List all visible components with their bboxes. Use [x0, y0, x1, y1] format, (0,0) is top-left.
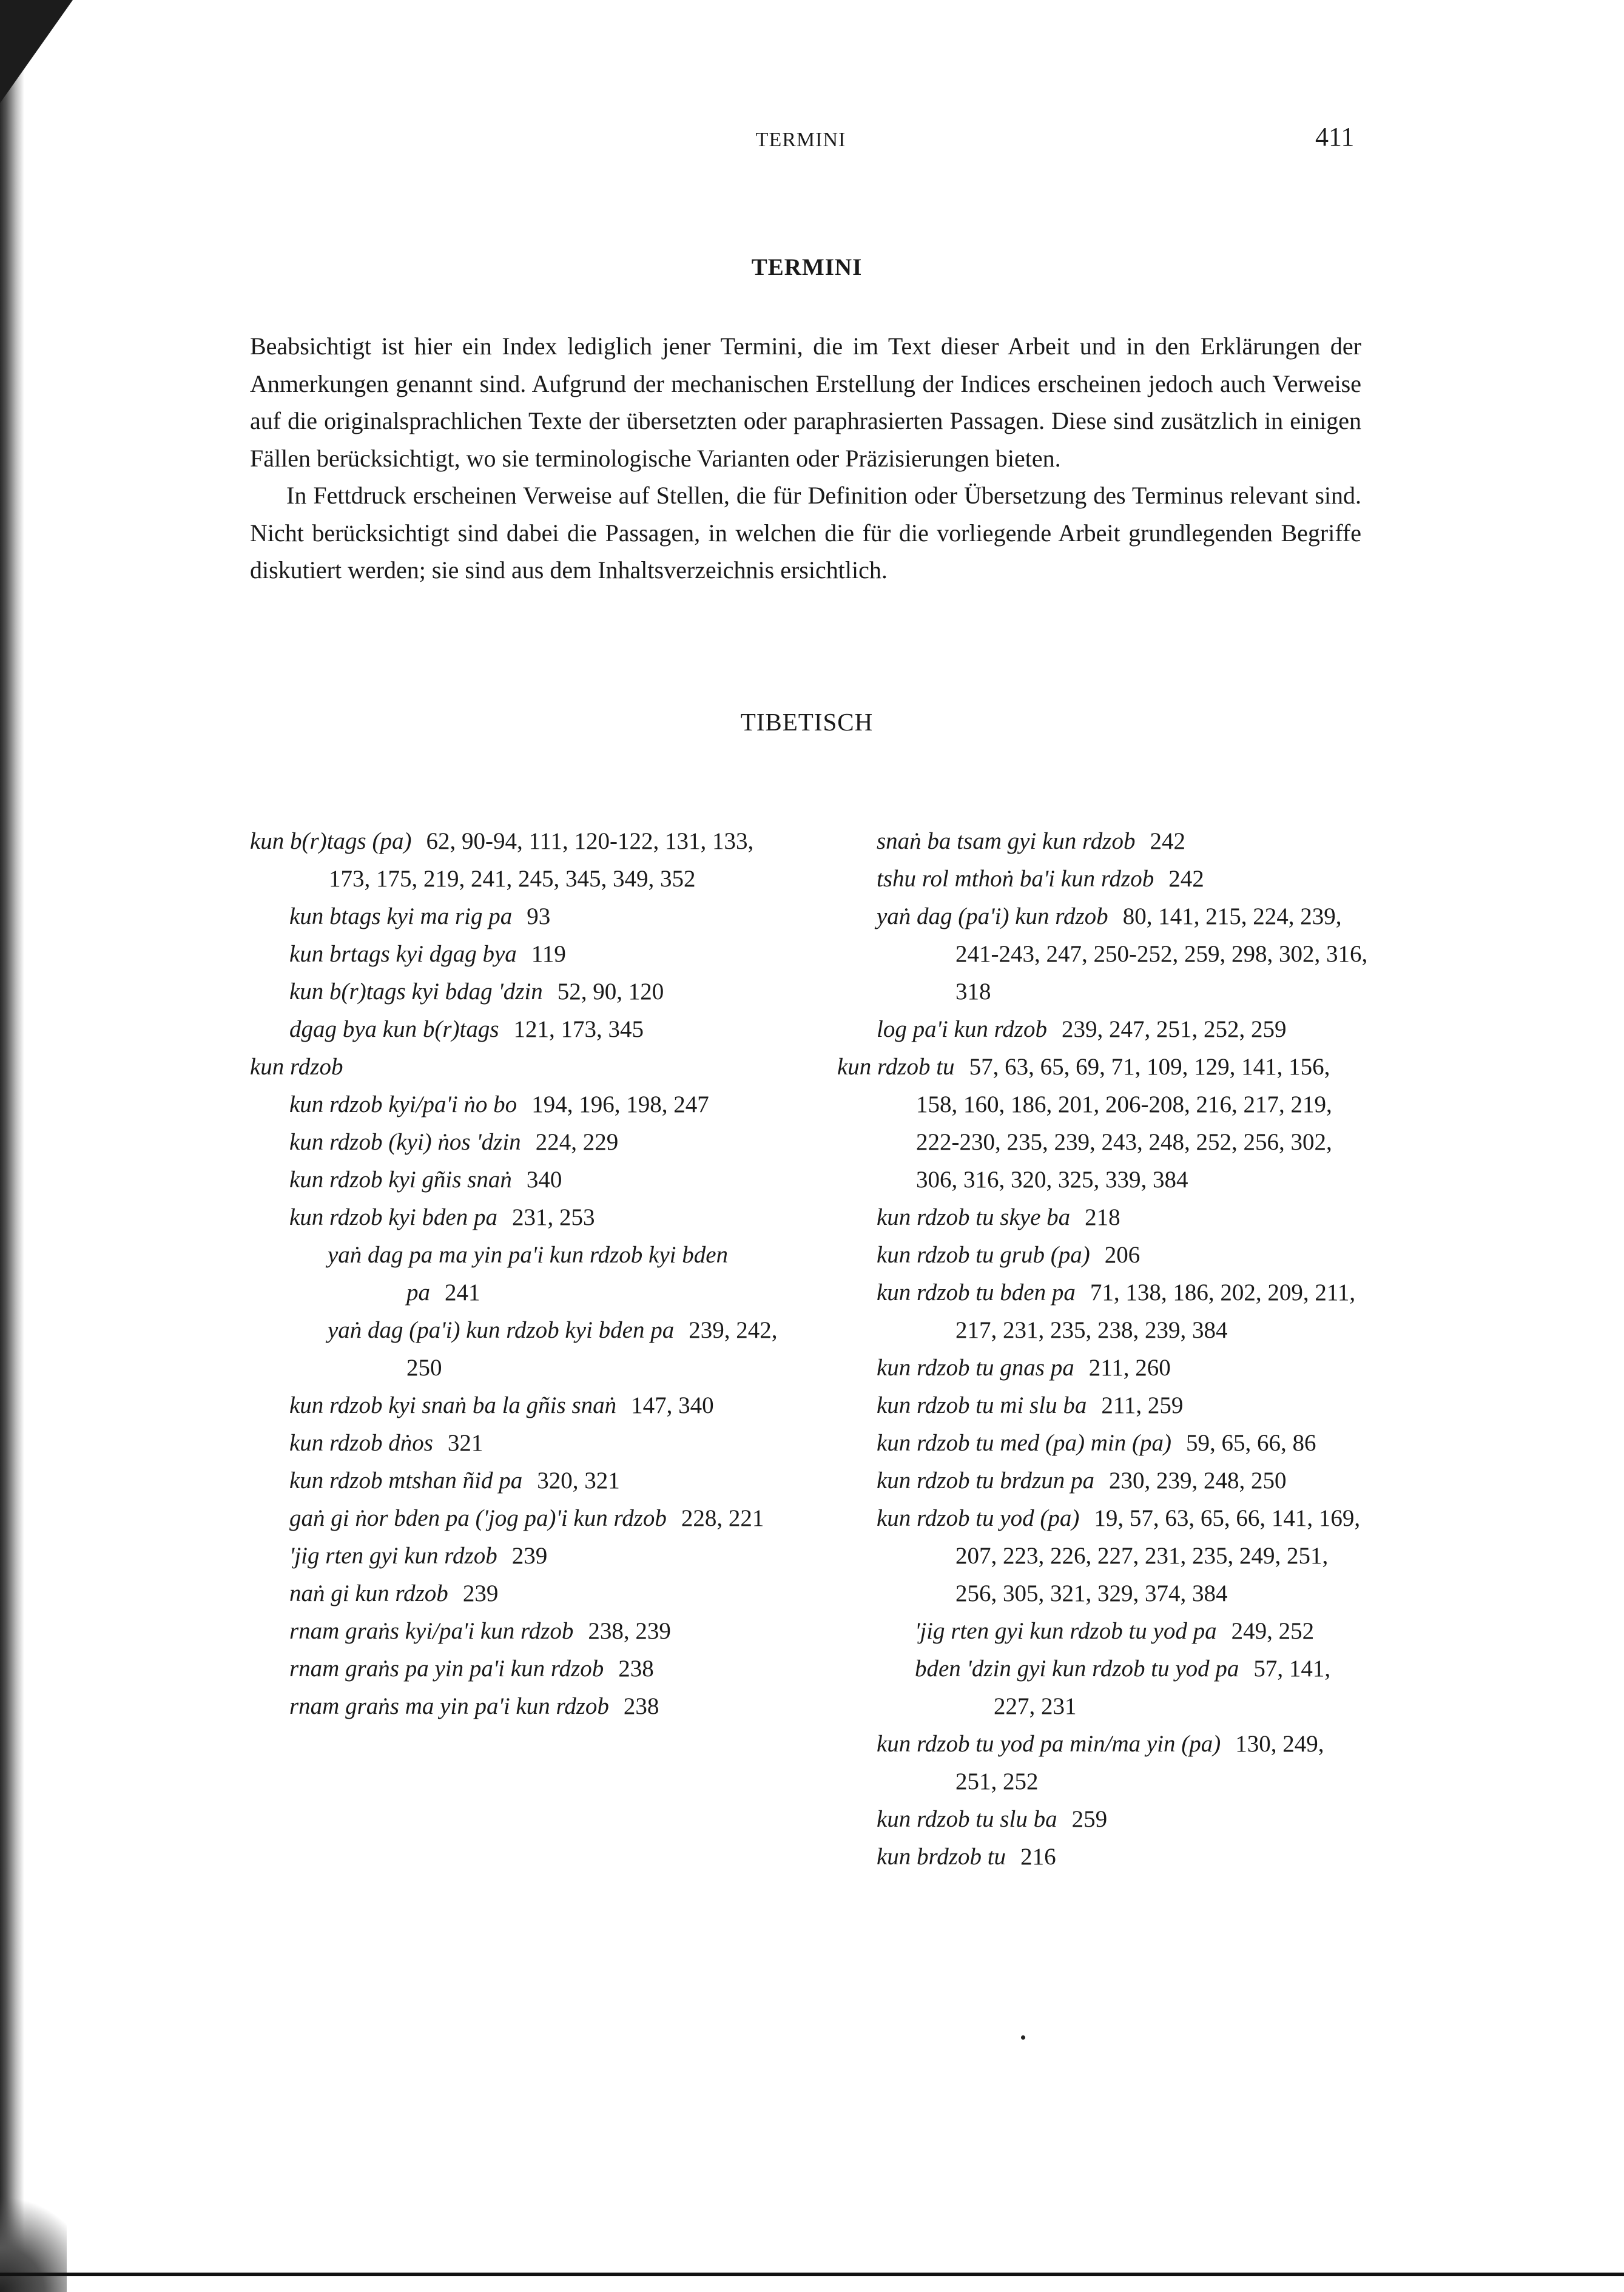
index-pages: 119	[531, 941, 566, 967]
index-pages: 242	[1168, 866, 1204, 892]
index-entry	[877, 1424, 1371, 1462]
index-entry	[877, 860, 1371, 898]
index-pages: 57, 141, 227, 231	[994, 1656, 1331, 1719]
index-pages: 231, 253	[511, 1204, 595, 1230]
index-entry	[289, 1387, 796, 1424]
intro-paragraph: Beabsichtigt ist hier ein Index lediglich jener Termini, die im Text dieser Arbeit und in den Erklärungen der Anmerkungen genannt sind. Aufgrund der mechanischen Erstellung der Indices erscheinen jedoch auch Verweise auf die originalsprachlichen Texte der übersetzten oder paraphrasierten Passagen. Diese sind zusätzlich in einigen Fällen berücksichtigt, wo sie terminologische Varianten oder Präzisierungen bieten.	[250, 332, 1361, 472]
index-pages: 80, 141, 215, 224, 239, 241-243, 247, 250-252, 259, 298, 302, 316, 318	[955, 903, 1368, 1005]
index-entry	[289, 1575, 796, 1613]
index-pages: 147, 340	[631, 1392, 714, 1418]
index-pages: 259	[1071, 1806, 1108, 1832]
index-pages: 211, 259	[1101, 1392, 1184, 1418]
index-pages: 239, 247, 251, 252, 259	[1061, 1016, 1287, 1042]
scan-corner-shadow-top	[0, 0, 73, 103]
index-entry	[289, 1124, 796, 1161]
index-entry	[289, 898, 796, 935]
running-head: TERMINI	[755, 129, 846, 151]
index-pages: 320, 321	[537, 1468, 620, 1494]
index-entry	[289, 1011, 796, 1048]
index-entry	[250, 823, 796, 898]
index-pages: 242	[1150, 828, 1185, 854]
index-term: rnam graṅs ma yin pa'i kun rdzob	[289, 1693, 609, 1719]
index-entry	[877, 898, 1371, 1011]
page-binding-shadow	[0, 0, 24, 2292]
index-pages: 218	[1085, 1204, 1120, 1230]
index-term: dgag bya kun b(r)tags	[289, 1016, 499, 1042]
index-column-left	[250, 823, 796, 1725]
index-term: gaṅ gi ṅor bden pa ('jog pa)'i kun rdzob	[289, 1505, 667, 1531]
index-pages: 228, 221	[681, 1505, 764, 1531]
intro-text	[250, 328, 1361, 589]
index-pages: 216	[1020, 1844, 1056, 1870]
index-term: kun btags kyi ma rig pa	[289, 903, 513, 929]
index-entry	[328, 1312, 796, 1387]
index-entry	[877, 1387, 1371, 1424]
index-entry	[915, 1613, 1371, 1650]
index-pages: 239	[462, 1580, 499, 1606]
index-term: kun rdzob dṅos	[289, 1430, 433, 1456]
index-term: kun rdzob kyi/pa'i ṅo bo	[289, 1091, 517, 1117]
index-entry	[289, 1688, 796, 1725]
index-term: kun rdzob tu yod pa min/ma yin (pa)	[877, 1731, 1221, 1757]
index-pages: 57, 63, 65, 69, 71, 109, 129, 141, 156, 158, 160, 186, 201, 206-208, 216, 217, 219, 222-230, 235, 239, 243, 248, 252, 256, 302, 306, 316, 320, 325, 339, 384	[916, 1054, 1332, 1193]
index-entry	[877, 1462, 1371, 1500]
index-pages: 321	[447, 1430, 483, 1456]
index-entry	[877, 1199, 1371, 1236]
index-pages: 239	[511, 1543, 548, 1569]
index-pages: 241	[445, 1279, 480, 1306]
index-term: kun rdzob tu gnas pa	[877, 1355, 1074, 1381]
index-pages: 239, 242, 250	[406, 1317, 778, 1381]
index-pages: 224, 229	[535, 1129, 619, 1155]
index-term: 'jig rten gyi kun rdzob	[289, 1543, 497, 1569]
index-term: kun rdzob tu med (pa) min (pa)	[877, 1430, 1171, 1456]
index-entry	[877, 1801, 1371, 1838]
index-column-right	[837, 823, 1371, 1876]
subsection-title: TIBETISCH	[740, 708, 874, 736]
index-entry	[877, 1236, 1371, 1274]
index-pages: 59, 65, 66, 86	[1185, 1430, 1316, 1456]
index-pages: 19, 57, 63, 65, 66, 141, 169, 207, 223, 226, 227, 231, 235, 249, 251, 256, 305, 321, 329, 374, 384	[955, 1505, 1361, 1606]
index-pages: 206	[1104, 1242, 1141, 1268]
index-entry	[877, 1349, 1371, 1387]
index-entry	[328, 1236, 796, 1312]
index-term: 'jig rten gyi kun rdzob tu yod pa	[915, 1618, 1217, 1644]
index-term: kun rdzob (kyi) ṅos 'dzin	[289, 1129, 521, 1155]
index-entry	[915, 1650, 1371, 1725]
index-term: kun rdzob tu	[837, 1054, 955, 1080]
index-entry	[289, 1537, 796, 1575]
index-term: yaṅ dag (pa'i) kun rdzob kyi bden pa	[328, 1317, 675, 1343]
index-term: bden 'dzin gyi kun rdzob tu yod pa	[915, 1656, 1239, 1682]
index-term: kun brdzob tu	[877, 1844, 1006, 1870]
index-term: kun rdzob tu mi slu ba	[877, 1392, 1087, 1418]
scan-bottom-edge	[0, 2273, 1624, 2276]
page-number: 411	[1315, 122, 1355, 152]
index-term: rnam graṅs pa yin pa'i kun rdzob	[289, 1656, 604, 1682]
index-pages: 238, 239	[588, 1618, 671, 1644]
index-entry	[877, 823, 1371, 860]
index-term: yaṅ dag (pa'i) kun rdzob	[877, 903, 1108, 929]
index-entry	[877, 1500, 1371, 1613]
index-pages: 249, 252	[1231, 1618, 1315, 1644]
index-term: kun brtags kyi dgag bya	[289, 941, 517, 967]
index-entry	[877, 1725, 1371, 1801]
index-pages: 130, 249, 251, 252	[955, 1731, 1324, 1795]
index-term: yaṅ dag pa ma yin pa'i kun rdzob kyi bden pa	[328, 1242, 729, 1306]
index-entry	[289, 1500, 796, 1537]
page-speck	[1021, 2035, 1025, 2040]
index-term: kun rdzob kyi bden pa	[289, 1204, 497, 1230]
index-entry	[250, 1048, 796, 1086]
index-term: kun rdzob mtshan ñid pa	[289, 1468, 523, 1494]
index-term: tshu rol mthoṅ ba'i kun rdzob	[877, 866, 1154, 892]
index-pages: 52, 90, 120	[557, 979, 664, 1005]
index-entry	[289, 1424, 796, 1462]
index-term: log pa'i kun rdzob	[877, 1016, 1047, 1042]
index-pages: 340	[526, 1167, 562, 1193]
intro-paragraph: In Fettdruck erscheinen Verweise auf Stellen, die für Definition oder Übersetzung des Terminus relevant sind. Nicht berücksichtigt sind dabei die Passagen, in welchen die für die vorliegende Arbeit grundlegenden Begriffe diskutiert werden; sie sind aus dem Inhaltsverzeichnis ersichtlich.	[250, 482, 1361, 584]
index-term: kun rdzob kyi gñis snaṅ	[289, 1167, 512, 1193]
index-entry	[289, 973, 796, 1011]
index-term: kun rdzob kyi snaṅ ba la gñis snaṅ	[289, 1392, 617, 1418]
index-term: kun rdzob tu brdzun pa	[877, 1468, 1094, 1494]
index-entry	[289, 1086, 796, 1124]
index-entry	[877, 1274, 1371, 1349]
index-term: kun rdzob tu slu ba	[877, 1806, 1057, 1832]
index-term: kun rdzob tu skye ba	[877, 1204, 1071, 1230]
index-entry	[289, 935, 796, 973]
index-pages: 238	[618, 1656, 654, 1682]
index-pages: 121, 173, 345	[513, 1016, 644, 1042]
index-pages: 238	[623, 1693, 659, 1719]
index-entry	[837, 1048, 1371, 1199]
index-entry	[289, 1161, 796, 1199]
index-entry	[289, 1650, 796, 1688]
index-term: kun rdzob tu yod (pa)	[877, 1505, 1080, 1531]
index-entry	[289, 1199, 796, 1236]
index-term: snaṅ ba tsam gyi kun rdzob	[877, 828, 1136, 854]
index-term: rnam graṅs kyi/pa'i kun rdzob	[289, 1618, 574, 1644]
index-entry	[877, 1838, 1371, 1876]
index-pages: 62, 90-94, 111, 120-122, 131, 133, 173, 175, 219, 241, 245, 345, 349, 352	[329, 828, 754, 892]
index-pages: 230, 239, 248, 250	[1108, 1468, 1287, 1494]
index-entry	[877, 1011, 1371, 1048]
index-term: kun b(r)tags (pa)	[250, 828, 412, 854]
index-pages: 211, 260	[1088, 1355, 1171, 1381]
index-entry	[289, 1613, 796, 1650]
index-pages: 71, 138, 186, 202, 209, 211, 217, 231, 235, 238, 239, 384	[955, 1279, 1356, 1343]
index-term: kun rdzob tu grub (pa)	[877, 1242, 1090, 1268]
index-pages: 194, 196, 198, 247	[531, 1091, 709, 1117]
index-term: kun rdzob	[250, 1054, 343, 1080]
index-term: naṅ gi kun rdzob	[289, 1580, 448, 1606]
index-term: kun rdzob tu bden pa	[877, 1279, 1076, 1306]
section-title: TERMINI	[751, 254, 863, 280]
index-entry	[289, 1462, 796, 1500]
index-pages: 93	[527, 903, 551, 929]
index-term: kun b(r)tags kyi bdag 'dzin	[289, 979, 543, 1005]
